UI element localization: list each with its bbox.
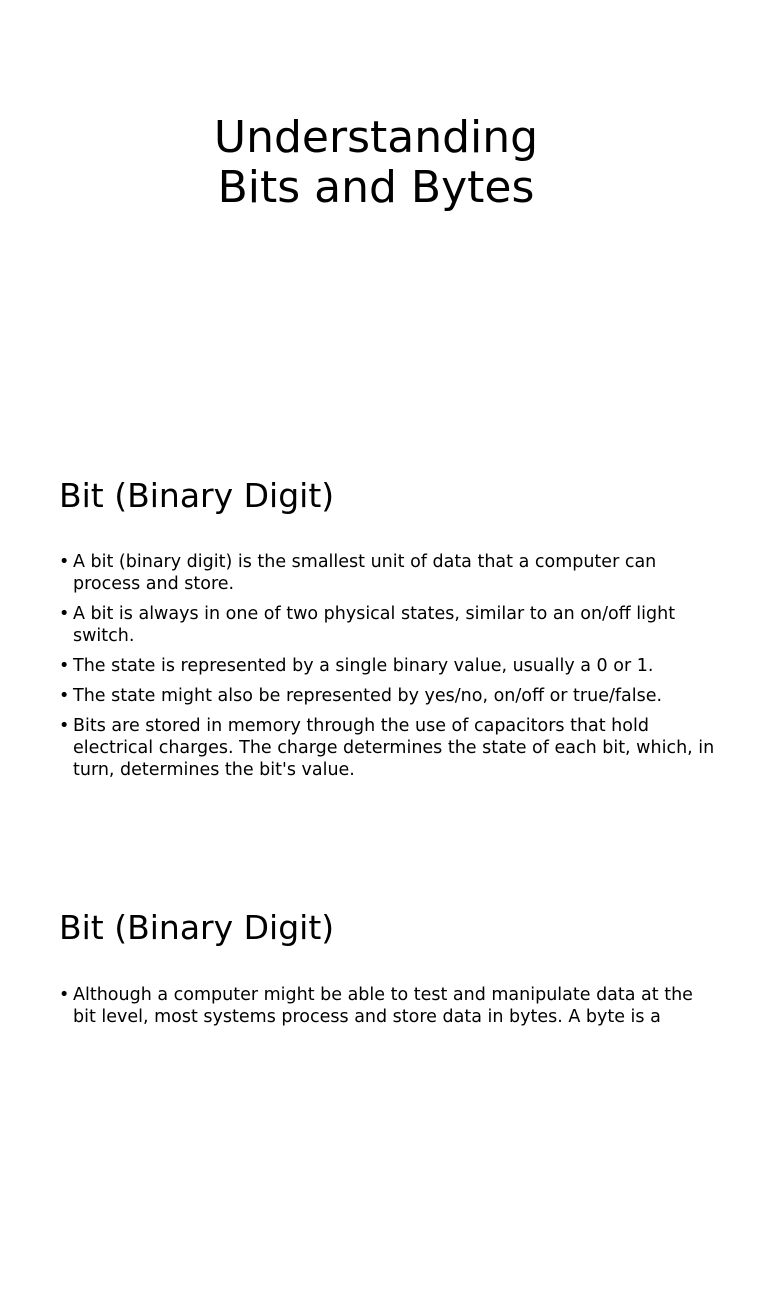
bullet-item: [59, 715, 719, 781]
title-line-1: Understanding: [213, 112, 539, 163]
bullet-icon: •: [59, 552, 70, 572]
bit-slide-2: [0, 864, 768, 1296]
bullet-item: [59, 603, 719, 647]
bullet-list: [59, 551, 719, 789]
bullet-text: A bit (binary digit) is the smallest unit of data that a computer can process and store.: [73, 552, 657, 594]
bullet-text: The state might also be represented by yes/no, on/off or true/false.: [73, 686, 663, 706]
bullet-list: [59, 984, 719, 1036]
bullet-item: [59, 984, 719, 1028]
bullet-text: A bit is always in one of two physical states, similar to an on/off light switch.: [73, 604, 676, 646]
title-line-2: Bits and Bytes: [217, 162, 535, 213]
bullet-icon: •: [59, 716, 70, 736]
presentation-title: [0, 113, 752, 213]
bullet-text: The state is represented by a single binary value, usually a 0 or 1.: [73, 656, 654, 676]
bit-slide-1: [0, 432, 768, 864]
bullet-item: [59, 685, 719, 707]
slide-heading: Bit (Binary Digit): [59, 908, 335, 947]
bullet-text: Bits are stored in memory through the use of capacitors that hold electrical charges. The charge determines the state of each bit, which, in turn, determines the bit's value.: [73, 716, 715, 780]
bullet-icon: •: [59, 656, 70, 676]
slide-heading: Bit (Binary Digit): [59, 476, 335, 515]
title-slide: [0, 0, 768, 432]
bullet-icon: •: [59, 604, 70, 624]
bullet-icon: •: [59, 985, 70, 1005]
bullet-icon: •: [59, 686, 70, 706]
bullet-item: [59, 551, 719, 595]
bullet-item: [59, 655, 719, 677]
bullet-text: Although a computer might be able to test and manipulate data at the bit level, most systems process and store data in bytes. A byte is a: [73, 985, 693, 1027]
